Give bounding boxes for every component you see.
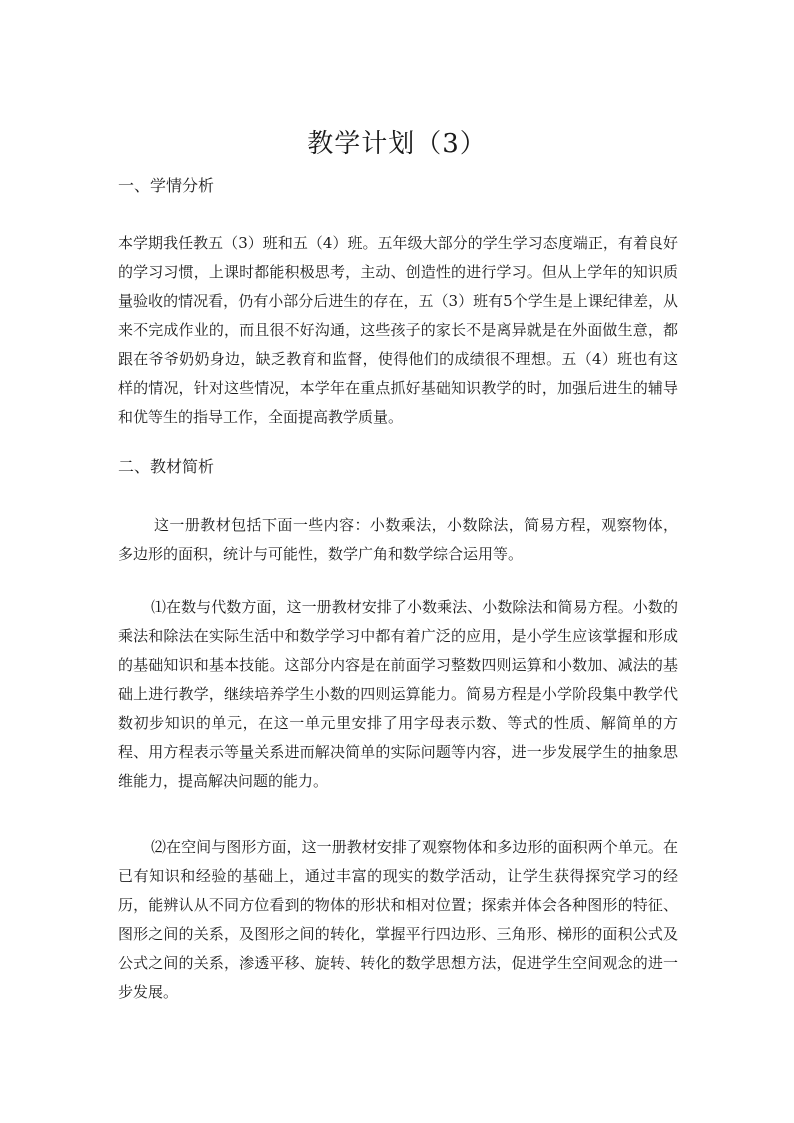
section-heading-textbook-analysis: 二、教材简析 [118, 457, 215, 476]
paragraph-number-algebra: ⑴在数与代数方面，这一册教材安排了小数乘法、小数除法和简易方程。小数的乘法和除法在实际生活中和数学学习中都有着广泛的应用，是小学生应该掌握和形成的基础知识和基本技能。这部分内容是在前面学习整数四则运算和小数加、减法的基础上进行教学，继续培养学生小数的四则运算能力。简易方程是小学阶段集中教学代数初步知识的单元，在这一单元里安排了用字母表示数、等式的性质、解简单的方程、用方程表示等量关系进而解决简单的实际问题等内容，进一步发展学生的抽象思维能力，提高解决问题的能力。 [118, 598, 678, 790]
page-title: 教学计划（3） [307, 129, 487, 159]
paragraph-learning-analysis: 本学期我任教五（3）班和五（4）班。五年级大部分的学生学习态度端正，有着良好的学习习惯，上课时都能积极思考，主动、创造性的进行学习。但从上学年的知识质量验收的情况看，仍有小部分后进生的存在，五（3）班有5个学生是上课纪律差，从来不完成作业的，而且很不好沟通，这些孩子的家长不是离异就是在外面做生意，都跟在爷爷奶奶身边，缺乏教育和监督，使得他们的成绩很不理想。五（4）班也有这样的情况，针对这些情况，本学年在重点抓好基础知识教学的时，加强后进生的辅导和优等生的指导工作，全面提高教学质量。 [118, 234, 678, 426]
paragraph-space-geometry: ⑵在空间与图形方面，这一册教材安排了观察物体和多边形的面积两个单元。在已有知识和经验的基础上，通过丰富的现实的数学活动，让学生获得探究学习的经历，能辨认从不同方位看到的物体的形状和相对位置；探索并体会各种图形的特征、图形之间的关系，及图形之间的转化，掌握平行四边形、三角形、梯形的面积公式及公式之间的关系，渗透平移、旋转、转化的数学思想方法，促进学生空间观念的进一步发展。 [118, 838, 678, 1001]
section-heading-learning-analysis: 一、学情分析 [118, 176, 215, 195]
paragraph-textbook-contents: 这一册教材包括下面一些内容：小数乘法，小数除法，简易方程，观察物体，多边形的面积，统计与可能性，数学广角和数学综合运用等。 [118, 516, 678, 563]
